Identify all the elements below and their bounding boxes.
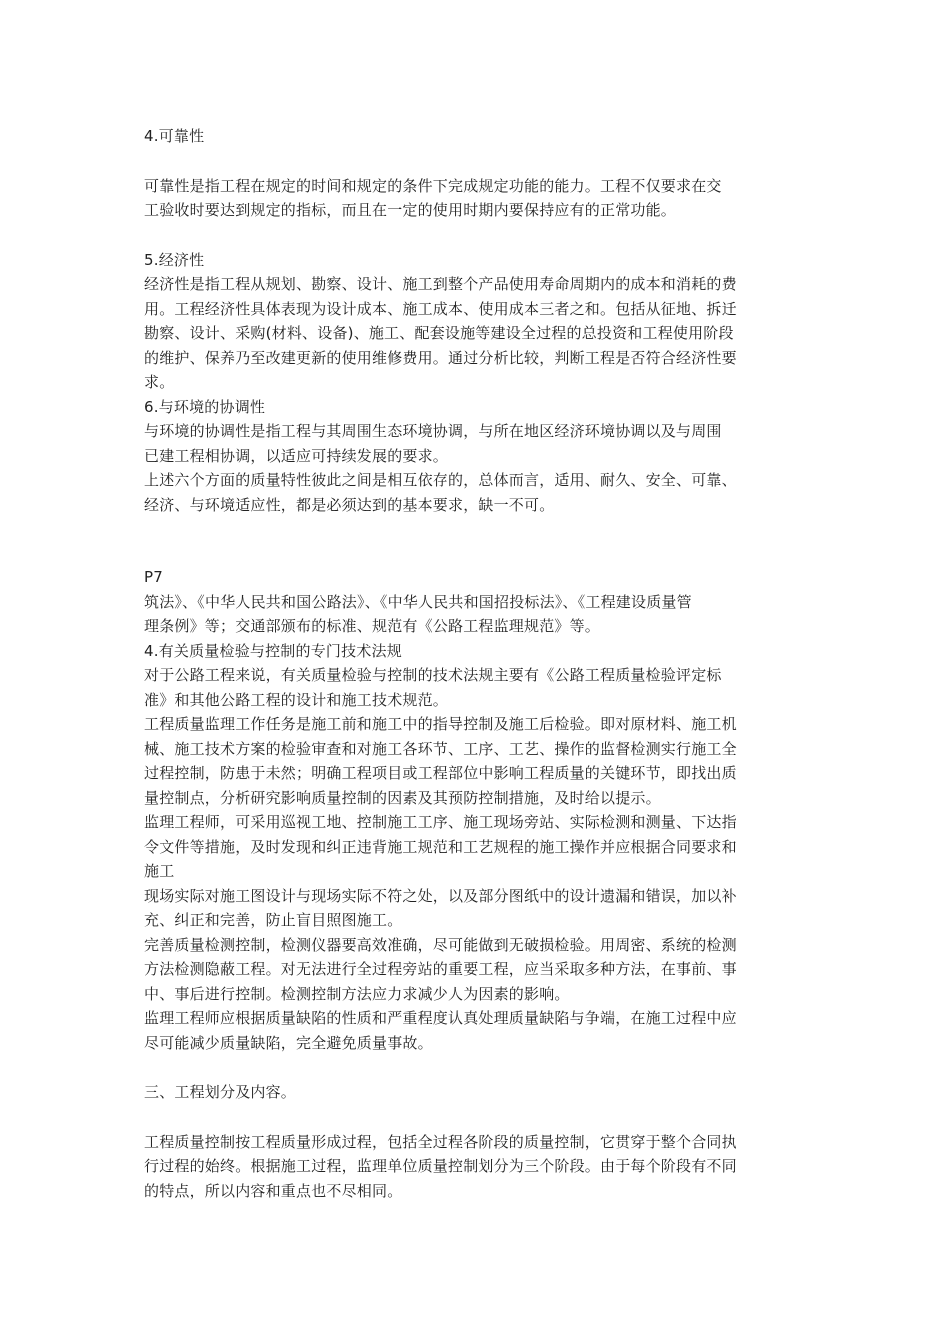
paragraph-line: 监理工程师应根据质量缺陷的性质和严重程度认真处理质量缺陷与争端，在施工过程中应 <box>144 1009 737 1027</box>
paragraph-line: 对于公路工程来说，有关质量检验与控制的技术法规主要有《公路工程质量检验评定标 <box>144 666 722 684</box>
paragraph-line: 尽可能减少质量缺陷，完全避免质量事故。 <box>144 1033 433 1052</box>
paragraph-line: 勘察、设计、采购(材料、设备)、施工、配套设施等建设全过程的总投资和工程使用阶段 <box>144 324 734 342</box>
paragraph-line: 求。 <box>144 373 175 391</box>
paragraph-line: 可靠性是指工程在规定的时间和规定的条件下完成规定功能的能力。工程不仅要求在交 <box>144 176 722 195</box>
paragraph-line: 准》和其他公路工程的设计和施工技术规范。 <box>144 690 449 709</box>
paragraph-line: 的特点，所以内容和重点也不尽相同。 <box>144 1181 403 1200</box>
heading-reliability: 4.可靠性 <box>144 127 205 145</box>
paragraph-line: 经济、与环境适应性，都是必须达到的基本要求，缺一不可。 <box>144 495 555 514</box>
paragraph-line: 筑法》、《中华人民共和国公路法》、《中华人民共和国招投标法》、《工程建设质量管 <box>144 592 692 611</box>
paragraph-line: 过程控制，防患于未然；明确工程项目或工程部位中影响工程质量的关键环节，即找出质 <box>144 764 737 782</box>
paragraph-line: 方法检测隐蔽工程。对无法进行全过程旁站的重要工程，应当采取多种方法，在事前、事 <box>144 960 737 978</box>
paragraph-line: 械、施工技术方案的检验审查和对施工各环节、工序、工艺、操作的监督检测实行施工全 <box>144 739 737 758</box>
paragraph-line: 令文件等措施，及时发现和纠正违背施工规范和工艺规程的施工操作并应根据合同要求和 <box>144 837 737 856</box>
paragraph-line: 工验收时要达到规定的指标，而且在一定的使用时期内要保持应有的正常功能。 <box>144 201 677 219</box>
paragraph-line: 已建工程相协调，以适应可持续发展的要求。 <box>144 446 449 465</box>
paragraph-line: 行过程的始终。根据施工过程，监理单位质量控制划分为三个阶段。由于每个阶段有不同 <box>144 1157 737 1175</box>
paragraph-line: 经济性是指工程从规划、勘察、设计、施工到整个产品使用寿命周期内的成本和消耗的费 <box>144 275 737 293</box>
spacer <box>144 1055 814 1080</box>
spacer <box>144 517 814 565</box>
paragraph-line: 充、纠正和完善，防止盲目照图施工。 <box>144 911 403 929</box>
heading-project-division: 三、工程划分及内容。 <box>144 1083 297 1101</box>
spacer <box>144 223 814 248</box>
paragraph-line: 施工 <box>144 862 175 880</box>
paragraph-line: 现场实际对施工图设计与现场实际不符之处，以及部分图纸中的设计遗漏和错误，加以补 <box>144 886 737 905</box>
paragraph-line: 与环境的协调性是指工程与其周围生态环境协调，与所在地区经济环境协调以及与周围 <box>144 422 722 440</box>
page-marker: P7 <box>144 568 163 586</box>
paragraph-line: 完善质量检测控制，检测仪器要高效准确，尽可能做到无破损检验。用周密、系统的检测 <box>144 935 737 954</box>
paragraph-line: 中、事后进行控制。检测控制方法应力求减少人为因素的影响。 <box>144 984 570 1003</box>
paragraph-line: 工程质量控制按工程质量形成过程，包括全过程各阶段的质量控制，它贯穿于整个合同执 <box>144 1132 737 1151</box>
heading-economy: 5.经济性 <box>144 250 205 269</box>
spacer <box>144 149 814 174</box>
paragraph-line: 用。工程经济性具体表现为设计成本、施工成本、使用成本三者之和。包括从征地、拆迁 <box>144 299 737 318</box>
heading-environment: 6.与环境的协调性 <box>144 397 266 416</box>
paragraph-line: 的维护、保养乃至改建更新的使用维修费用。通过分析比较，判断工程是否符合经济性要 <box>144 348 737 367</box>
paragraph-line: 监理工程师，可采用巡视工地、控制施工工序、施工现场旁站、实际检测和测量、下达指 <box>144 813 737 831</box>
paragraph-line: 工程质量监理工作任务是施工前和施工中的指导控制及施工后检验。即对原材料、施工机 <box>144 715 737 733</box>
paragraph-line: 上述六个方面的质量特性彼此之间是相互依存的，总体而言，适用、耐久、安全、可靠、 <box>144 471 737 489</box>
spacer <box>144 1105 814 1130</box>
document-body <box>144 124 814 1203</box>
paragraph-line: 量控制点，分析研究影响质量控制的因素及其预防控制措施，及时给以提示。 <box>144 788 661 807</box>
heading-technical-regulations: 4.有关质量检验与控制的专门技术法规 <box>144 641 402 660</box>
paragraph-line: 理条例》等；交通部颁布的标准、规范有《公路工程监理规范》等。 <box>144 617 601 635</box>
